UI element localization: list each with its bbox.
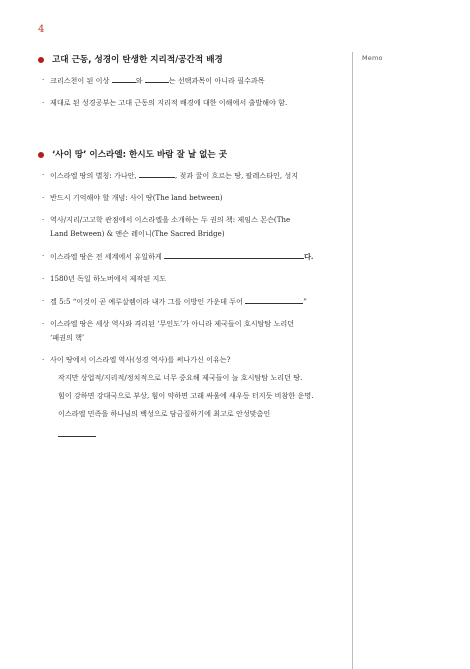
answer-text: 힘이 강하면 강대국으로 부상, 힘이 약하면 고래 싸움에 새우등 터지듯 비참한 운명. [58, 391, 314, 400]
dash-icon: · [42, 215, 45, 224]
item-text: 와 [135, 76, 143, 85]
item-text: 크리스천이 된 이상 [50, 76, 112, 85]
item-text: 겔 5:5 “이것이 곧 예루살렘이라 내가 그를 이방인 가운데 두어 [50, 297, 246, 306]
item-text: 제대로 된 성경공부는 고대 근동의 지리적 배경에 대한 이해에서 출발해야 함. [50, 98, 288, 107]
dash-icon: · [42, 355, 45, 364]
dash-icon: · [42, 296, 45, 305]
list-item-map [38, 273, 348, 285]
fill-in-blank[interactable] [112, 74, 136, 83]
item-text: 역사/지리/고고학 관점에서 이스라엘을 소개하는 두 권의 책: 제임스 몬슨(The [50, 215, 291, 224]
item-text: 사이 땅에서 이스라엘 역사(성경 역사)를 써나가신 이유는? [50, 355, 231, 364]
answer-text: 작지만 상업적/지리적/정치적으로 너무 중요해 제국들이 늘 호시탐탐 노리던 땅. [58, 373, 303, 382]
item-text: ” [303, 297, 307, 306]
item-text: 이스라엘 땅은 전 세계에서 유일하게 [50, 252, 165, 261]
list-item-bible-study [38, 97, 348, 109]
list-item-concept [38, 192, 348, 204]
item-text: Land Between) & 앤슨 레이니(The Sacred Bridge) [50, 229, 225, 238]
answer-blank-line [38, 428, 348, 441]
memo-column [352, 52, 470, 669]
item-text: 1580년 독일 하노버에서 제작된 지도 [50, 274, 167, 283]
answer-line [38, 372, 348, 384]
list-item-books-continued [38, 228, 348, 240]
list-item-nickname [38, 169, 348, 182]
fill-in-blank[interactable] [139, 169, 175, 178]
fill-in-blank[interactable] [245, 295, 303, 304]
bullet-dot-icon [38, 57, 44, 63]
memo-label: Memo [362, 54, 383, 62]
section-heading-geography [38, 52, 348, 68]
item-text: 이스라엘 땅은 세상 역사와 격리된 ‘무인도’가 아니라 제국들이 호시탐탐 노리던 [50, 319, 295, 328]
list-item-required-subject [38, 74, 348, 87]
item-text: ‘패권의 핵’ [50, 333, 85, 342]
item-text: 다. [304, 252, 314, 261]
list-item-stage [38, 318, 348, 330]
answer-line [38, 390, 348, 402]
main-content [38, 52, 348, 451]
list-item-unique [38, 250, 348, 263]
dash-icon: · [42, 251, 45, 260]
dash-icon: · [42, 319, 45, 328]
item-text: 이스라엘 땅의 별칭: 가나안, [50, 171, 140, 180]
item-text: 는 선택과목이 아니라 필수과목 [168, 76, 265, 85]
list-item-books [38, 214, 348, 226]
item-text: 반드시 기억해야 할 개념: 사이 땅(The land between) [50, 193, 223, 202]
answer-line [38, 408, 348, 420]
fill-in-blank[interactable] [145, 74, 169, 83]
dash-icon: · [42, 170, 45, 179]
fill-in-blank[interactable] [58, 428, 96, 437]
section-heading-text: 고대 근동, 성경이 탄생한 지리적/공간적 배경 [52, 55, 223, 65]
dash-icon: · [42, 75, 45, 84]
list-item-stage-continued [38, 332, 348, 344]
item-text: , 젖과 꿀이 흐르는 땅, 팔레스타인, 성지 [175, 171, 299, 180]
bullet-dot-icon [38, 152, 44, 158]
section-heading-text: ‘사이 땅’ 이스라엘: 한시도 바람 잘 날 없는 곳 [52, 150, 228, 160]
list-item-question [38, 354, 348, 366]
list-item-ezekiel [38, 295, 348, 308]
section-heading-land-between [38, 147, 348, 163]
fill-in-blank[interactable] [164, 250, 304, 259]
page-number: 4 [38, 24, 45, 35]
dash-icon: · [42, 98, 45, 107]
dash-icon: · [42, 193, 45, 202]
dash-icon: · [42, 274, 45, 283]
answer-text: 이스라엘 민족을 하나님의 백성으로 담금질하기에 최고로 안성맞춤인 [58, 409, 271, 418]
